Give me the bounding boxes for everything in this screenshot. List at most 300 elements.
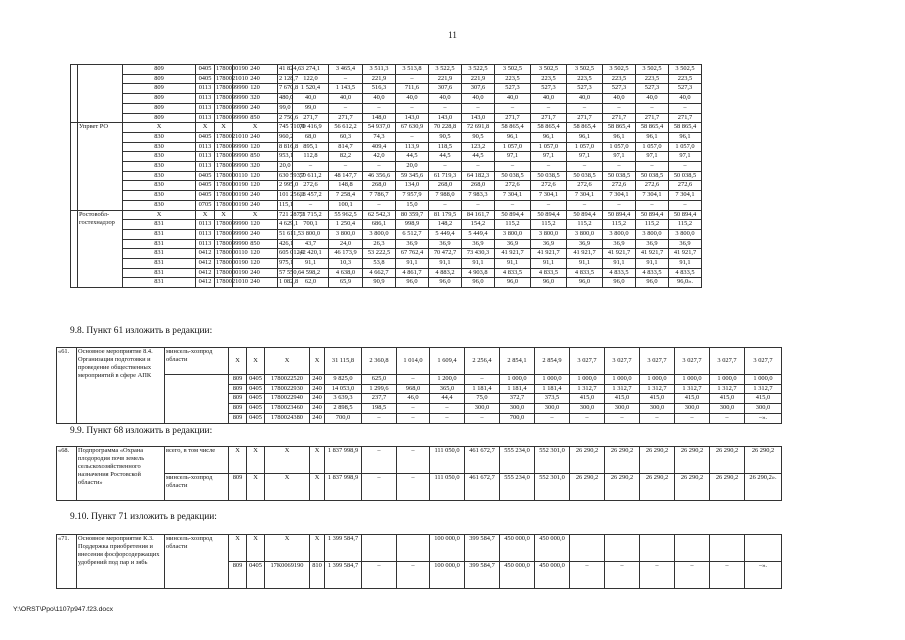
table-cell: 3 027,7 [675, 348, 710, 375]
table-cell: 1 312,7 [710, 384, 745, 394]
table-cell: 7 258,4 [329, 191, 363, 201]
table-cell: 240 [233, 132, 278, 142]
table-cell: 31 115,8 [325, 348, 362, 375]
table-cell: 895,1 [293, 142, 329, 152]
table-cell: 3 800,0 [636, 229, 669, 239]
table-cell: 50 894,4 [495, 210, 531, 220]
table-cell: 0113 [196, 162, 215, 172]
table-cell: X [265, 348, 310, 375]
table-cell: 272,6 [603, 181, 636, 191]
table-cell: 7 304,1 [669, 191, 702, 201]
table-cell: 40,0 [636, 94, 669, 104]
table-cell: – [675, 562, 710, 589]
table-cell: 70 416,9 [293, 123, 329, 133]
table-cell: 40,0 [567, 94, 603, 104]
table-row [71, 94, 702, 104]
table-cell: 143,0 [429, 113, 462, 123]
table-cell: 115,2 [495, 220, 531, 230]
table-cell: 1 057,0 [495, 142, 531, 152]
table-cell: 3 522,5 [429, 65, 462, 75]
table-cell: 223,5 [636, 74, 669, 84]
table-cell: X [229, 447, 247, 474]
table-cell: 72 691,8 [462, 123, 495, 133]
table-cell: 700,1 [293, 220, 329, 230]
table-cell: 1780099990 [215, 239, 233, 249]
table-cell: 721 287,3 [278, 210, 293, 220]
table-cell [362, 535, 397, 562]
table-cell: 1 057,0 [531, 142, 567, 152]
table-row [71, 239, 702, 249]
table-cell: 120 [233, 259, 278, 269]
table-cell: 711,6 [396, 84, 429, 94]
table-cell: 0412 [196, 268, 215, 278]
table-cell: – [567, 162, 603, 172]
table-row [71, 74, 702, 84]
table-cell: 1780000190 [215, 191, 233, 201]
table-cell: 415,0 [745, 394, 782, 404]
table-cell: 36,9 [429, 239, 462, 249]
table-cell: 51 611,5 [278, 229, 293, 239]
table-cell: 96,0 [531, 278, 567, 288]
table-cell: 57 550,6 [278, 268, 293, 278]
table-cell: 300,0 [500, 404, 535, 414]
table-cell: – [710, 562, 745, 589]
table-cell: 26 290,2 [640, 474, 675, 501]
table-cell: 26 290,2 [710, 474, 745, 501]
table-row [57, 474, 782, 501]
table-cell: 4 883,2 [429, 268, 462, 278]
table-cell: 96,1 [669, 132, 702, 142]
table-cell: 1 000,0 [745, 375, 782, 385]
table-cell: 4 833,5 [669, 268, 702, 278]
table-cell: 115,1 [278, 200, 293, 210]
table-cell: – [567, 200, 603, 210]
table-cell [71, 65, 78, 123]
table-cell: 527,3 [567, 84, 603, 94]
table-cell: 3 027,7 [605, 348, 640, 375]
table-cell: – [429, 200, 462, 210]
table-cell: 115,2 [636, 220, 669, 230]
table-cell: – [636, 162, 669, 172]
table-cell: 700,0 [325, 413, 362, 423]
table-cell: 0412 [196, 249, 215, 259]
table-cell: – [710, 413, 745, 423]
table-cell: 0405 [247, 384, 265, 394]
table-cell: 4 638,0 [329, 268, 363, 278]
table-cell: 1780099990 [215, 94, 233, 104]
table-cell: 120 [233, 142, 278, 152]
table-cell: 237,7 [362, 394, 397, 404]
table-cell: 3 502,5 [531, 65, 567, 75]
table-cell: 43,7 [293, 239, 329, 249]
table-cell: – [397, 474, 430, 501]
table-cell: 111 050,0 [430, 474, 465, 501]
table-cell: 97,1 [531, 152, 567, 162]
table-cell: 221,9 [429, 74, 462, 84]
table-cell [605, 535, 640, 562]
table-cell: X [233, 210, 278, 220]
table-cell: 1 312,7 [745, 384, 782, 394]
table-cell: 3 639,3 [325, 394, 362, 404]
table-cell: 426,1 [278, 239, 293, 249]
table-cell: 809 [123, 94, 196, 104]
table-cell: 3 274,1 [293, 65, 329, 75]
table-cell: 50 038,5 [603, 171, 636, 181]
table-cell: – [396, 103, 429, 113]
table-cell: Упрвет РО [78, 123, 123, 210]
table-cell: X [265, 474, 310, 501]
table-cell: – [636, 103, 669, 113]
table-cell: 3 800,0 [603, 229, 636, 239]
table-cell: 143,0 [462, 113, 495, 123]
table-cell: 809 [229, 474, 247, 501]
table-cell: 3 800,0 [329, 229, 363, 239]
table-cell: 1780022520 [265, 375, 310, 385]
table-cell: 120 [233, 181, 278, 191]
table-cell: 40,0 [329, 94, 363, 104]
table-cell: 1 000,0 [535, 375, 570, 385]
section-heading-9-10: 9.10. Пункт 71 изложить в редакции: [70, 512, 217, 522]
table-cell: – [293, 162, 329, 172]
table-row [71, 181, 702, 191]
table-cell: – [603, 162, 636, 172]
table-cell: 450 000,0 [535, 535, 570, 562]
table-cell: 26 290,2 [745, 447, 782, 474]
table-cell: 42,0 [363, 152, 396, 162]
table-cell: 134,0 [396, 181, 429, 191]
table-cell: 399 584,7 [465, 535, 500, 562]
table-cell: 113,9 [396, 142, 429, 152]
table-cell: 41 921,7 [495, 249, 531, 259]
table-cell: 41 921,7 [669, 249, 702, 259]
table-cell: 36,9 [603, 239, 636, 249]
table-cell: 7 304,1 [495, 191, 531, 201]
table-cell: X [233, 123, 278, 133]
table-cell: 3 800,0 [495, 229, 531, 239]
footer-file-path: Y:\ORST\Ppo\1107p947.f23.docx [13, 606, 114, 613]
table-cell: 50 894,4 [603, 210, 636, 220]
table-cell: минсель-хозпрод области [165, 535, 229, 589]
table-cell: 115,2 [567, 220, 603, 230]
table-cell: 1780099990 [215, 152, 233, 162]
table-cell: – [531, 162, 567, 172]
table-cell: 450 000,0 [500, 535, 535, 562]
table-cell: – [429, 103, 462, 113]
table-cell: 300,0 [570, 404, 605, 414]
table-cell: – [603, 200, 636, 210]
table-cell: 0113 [196, 84, 215, 94]
table-cell: 148,8 [329, 181, 363, 191]
table-cell: 221,9 [363, 74, 396, 84]
table-cell: 320 [233, 162, 278, 172]
table-cell: 240 [233, 65, 278, 75]
table-cell: 240 [233, 278, 278, 288]
table-cell: – [462, 103, 495, 113]
table-cell: 271,7 [669, 113, 702, 123]
table-cell: 1 000,0 [640, 375, 675, 385]
table-cell: 50 894,4 [567, 210, 603, 220]
table-cell: 3 513,8 [396, 65, 429, 75]
table-cell: 300,0 [710, 404, 745, 414]
table-cell: – [675, 413, 710, 423]
table-cell: 850 [233, 152, 278, 162]
table-cell: 1780024380 [265, 413, 310, 423]
table-cell: 240 [233, 229, 278, 239]
table-cell: 118,5 [429, 142, 462, 152]
table-cell: 0405 [196, 171, 215, 181]
table-cell: 7 670,8 [278, 84, 293, 94]
table-cell: 271,7 [603, 113, 636, 123]
table-cell: 50 038,5 [567, 171, 603, 181]
table-cell: 36,9 [636, 239, 669, 249]
table-cell: 4 833,5 [603, 268, 636, 278]
table-cell: – [363, 200, 396, 210]
table-cell: 1 057,0 [603, 142, 636, 152]
table-cell: 1780000190 [215, 181, 233, 191]
table-cell: X [247, 535, 265, 562]
table-cell: X [123, 123, 196, 133]
table-cell: 91,1 [462, 259, 495, 269]
table-cell: X [229, 348, 247, 375]
table-cell: 40,0 [603, 94, 636, 104]
table-cell: 1 250,4 [329, 220, 363, 230]
table-cell: 7 983,3 [462, 191, 495, 201]
table-cell: 0405 [247, 413, 265, 423]
table-row [71, 171, 702, 181]
table-cell: 830 [123, 191, 196, 201]
table-cell: 91,1 [603, 259, 636, 269]
table-cell: 40,0 [495, 94, 531, 104]
table-cell: 100 000,0 [430, 562, 465, 589]
table-cell: 1780099990 [215, 84, 233, 94]
table-cell: 1 000,0 [675, 375, 710, 385]
table-cell: 26 290,2 [640, 447, 675, 474]
table-cell: – [531, 200, 567, 210]
table-cell: 36,9 [462, 239, 495, 249]
table-cell: 50 038,5 [636, 171, 669, 181]
table-cell: 3 027,7 [640, 348, 675, 375]
table-cell: 96,0». [669, 278, 702, 288]
table-cell: 91,1 [396, 259, 429, 269]
table-cell: 809 [229, 562, 247, 589]
table-cell: 96,0 [396, 278, 429, 288]
table-cell: 59 345,6 [396, 171, 429, 181]
table-cell: 7 304,1 [567, 191, 603, 201]
table-cell: 810 [310, 562, 325, 589]
table-cell: 46,0 [397, 394, 430, 404]
table-cell: 81 179,5 [429, 210, 462, 220]
table-cell: – [397, 562, 430, 589]
table-cell: 223,5 [669, 74, 702, 84]
table-cell: 1780099990 [215, 162, 233, 172]
table-cell: 46 173,9 [329, 249, 363, 259]
table-cell [397, 535, 430, 562]
table-cell: 300,0 [465, 404, 500, 414]
table-cell: 4 833,5 [567, 268, 603, 278]
table-cell: 268,0 [363, 181, 396, 191]
table-cell: 54 937,0 [363, 123, 396, 133]
table-cell: 1780022940 [265, 394, 310, 404]
table-cell: 3 800,0 [363, 229, 396, 239]
table-cell: X [310, 447, 325, 474]
table-cell: 240 [310, 384, 325, 394]
table-cell: – [396, 74, 429, 84]
table-cell: 272,6 [293, 181, 329, 191]
table-cell: 67 762,4 [396, 249, 429, 259]
table-cell: – [397, 447, 430, 474]
table-cell: 809 [123, 103, 196, 113]
table-cell: 36,9 [396, 239, 429, 249]
table-row [71, 200, 702, 210]
table-row [71, 152, 702, 162]
table-cell: 42 420,1 [293, 249, 329, 259]
table-cell: 40,0 [462, 94, 495, 104]
table-cell: 40,0 [363, 94, 396, 104]
table-cell: – [640, 413, 675, 423]
table-cell: 90,5 [429, 132, 462, 142]
table-cell: 830 [123, 162, 196, 172]
table-cell: – [669, 162, 702, 172]
table-cell: – [567, 103, 603, 113]
table-cell: 91,1 [531, 259, 567, 269]
table-cell: 1 312,7 [605, 384, 640, 394]
table-cell: 809 [123, 84, 196, 94]
table-cell: 450 000,0 [500, 562, 535, 589]
table-cell: 307,6 [429, 84, 462, 94]
table-cell: – [396, 132, 429, 142]
table-cell: 1 057,0 [636, 142, 669, 152]
table-cell: 44,5 [429, 152, 462, 162]
table-cell: 1 399 584,7 [325, 535, 362, 562]
table-cell: 36,9 [669, 239, 702, 249]
table-cell: – [329, 74, 363, 84]
table-cell: 143,0 [396, 113, 429, 123]
table-cell: 3 502,5 [567, 65, 603, 75]
table-cell: 53 222,5 [363, 249, 396, 259]
table-cell: 830 [123, 152, 196, 162]
table-cell: – [462, 200, 495, 210]
table-cell: 91,1 [429, 259, 462, 269]
table-cell: 50 038,5 [669, 171, 702, 181]
table-cell: – [430, 413, 465, 423]
table-cell: 50 894,4 [636, 210, 669, 220]
table-cell: «61. [57, 348, 77, 424]
table-cell: 154,2 [462, 220, 495, 230]
table-cell: 1 000,0 [710, 375, 745, 385]
table-cell: 223,5 [567, 74, 603, 84]
table-cell: 115,2 [531, 220, 567, 230]
table-cell: 36,9 [531, 239, 567, 249]
table-cell: 415,0 [640, 394, 675, 404]
table-cell: 1780099990 [215, 113, 233, 123]
table-cell: 40,0 [293, 94, 329, 104]
table-cell: X [229, 535, 247, 562]
table-cell: 2 750,6 [278, 113, 293, 123]
table-cell: 3 502,5 [636, 65, 669, 75]
table-cell: 26 290,2 [570, 447, 605, 474]
table-cell: 223,5 [495, 74, 531, 84]
table-cell: 58 865,4 [636, 123, 669, 133]
table-cell: 240 [310, 404, 325, 414]
table-cell: 26,3 [363, 239, 396, 249]
table-cell: 240 [310, 413, 325, 423]
table-cell: 67 630,9 [396, 123, 429, 133]
table-cell: 240 [233, 200, 278, 210]
table-cell: 830 [123, 200, 196, 210]
table-cell: 7 786,7 [363, 191, 396, 201]
table-cell: 272,6 [495, 181, 531, 191]
table-cell: 96,0 [429, 278, 462, 288]
table-cell: 625,0 [362, 375, 397, 385]
table-cell: 555 234,0 [500, 474, 535, 501]
table-cell: 1780021010 [215, 132, 233, 142]
table-cell: 700,0 [500, 413, 535, 423]
table-cell: 809 [229, 413, 247, 423]
table-cell: 0405 [247, 562, 265, 589]
table-cell: 1 000,0 [605, 375, 640, 385]
table-cell: 365,0 [430, 384, 465, 394]
table-item-71 [56, 534, 782, 589]
table-cell: 1 000,0 [500, 375, 535, 385]
table-cell: – [462, 162, 495, 172]
table-cell: 56 612,2 [329, 123, 363, 133]
table-cell: 96,1 [495, 132, 531, 142]
table-cell: 240 [233, 268, 278, 278]
table-cell: 96,0 [462, 278, 495, 288]
table-cell: 101 256,1 [278, 191, 293, 201]
table-cell: 96,0 [636, 278, 669, 288]
table-cell: – [397, 375, 430, 385]
table-cell: 3 465,4 [329, 65, 363, 75]
table-cell: 0113 [196, 113, 215, 123]
table-cell: X [196, 123, 215, 133]
table-cell [78, 65, 123, 123]
table-cell: 0405 [196, 132, 215, 142]
table-cell: 26 290,2 [605, 474, 640, 501]
table-cell: X [215, 210, 233, 220]
table-cell: 62 542,3 [363, 210, 396, 220]
table-cell: 527,3 [636, 84, 669, 94]
table-cell: 527,3 [531, 84, 567, 94]
table-cell: 1780000110 [215, 171, 233, 181]
table-cell: 91,1 [495, 259, 531, 269]
table-cell: 74,3 [363, 132, 396, 142]
table-cell: 830 [123, 171, 196, 181]
table-cell: 975,1 [278, 259, 293, 269]
table-cell [710, 535, 745, 562]
table-cell: 18 457,2 [293, 191, 329, 201]
table-cell: 0412 [196, 259, 215, 269]
table-cell: 51 715,2 [293, 210, 329, 220]
table-cell: 148,2 [429, 220, 462, 230]
table-cell: 111 050,0 [430, 447, 465, 474]
table-cell: 70 228,8 [429, 123, 462, 133]
table-cell: 96,1 [531, 132, 567, 142]
table-cell: 1780000190 [215, 268, 233, 278]
table-cell: – [465, 375, 500, 385]
table-cell: 415,0 [675, 394, 710, 404]
table-row [71, 142, 702, 152]
table-cell: 50 894,4 [531, 210, 567, 220]
table-cell: – [397, 413, 430, 423]
table-cell: 830 [123, 132, 196, 142]
table-cell: 240 [310, 375, 325, 385]
table-cell: 58 865,4 [531, 123, 567, 133]
table-cell: 1 312,7 [640, 384, 675, 394]
table-cell: 75,0 [465, 394, 500, 404]
table-cell: – [293, 200, 329, 210]
table-cell: 50 038,5 [495, 171, 531, 181]
